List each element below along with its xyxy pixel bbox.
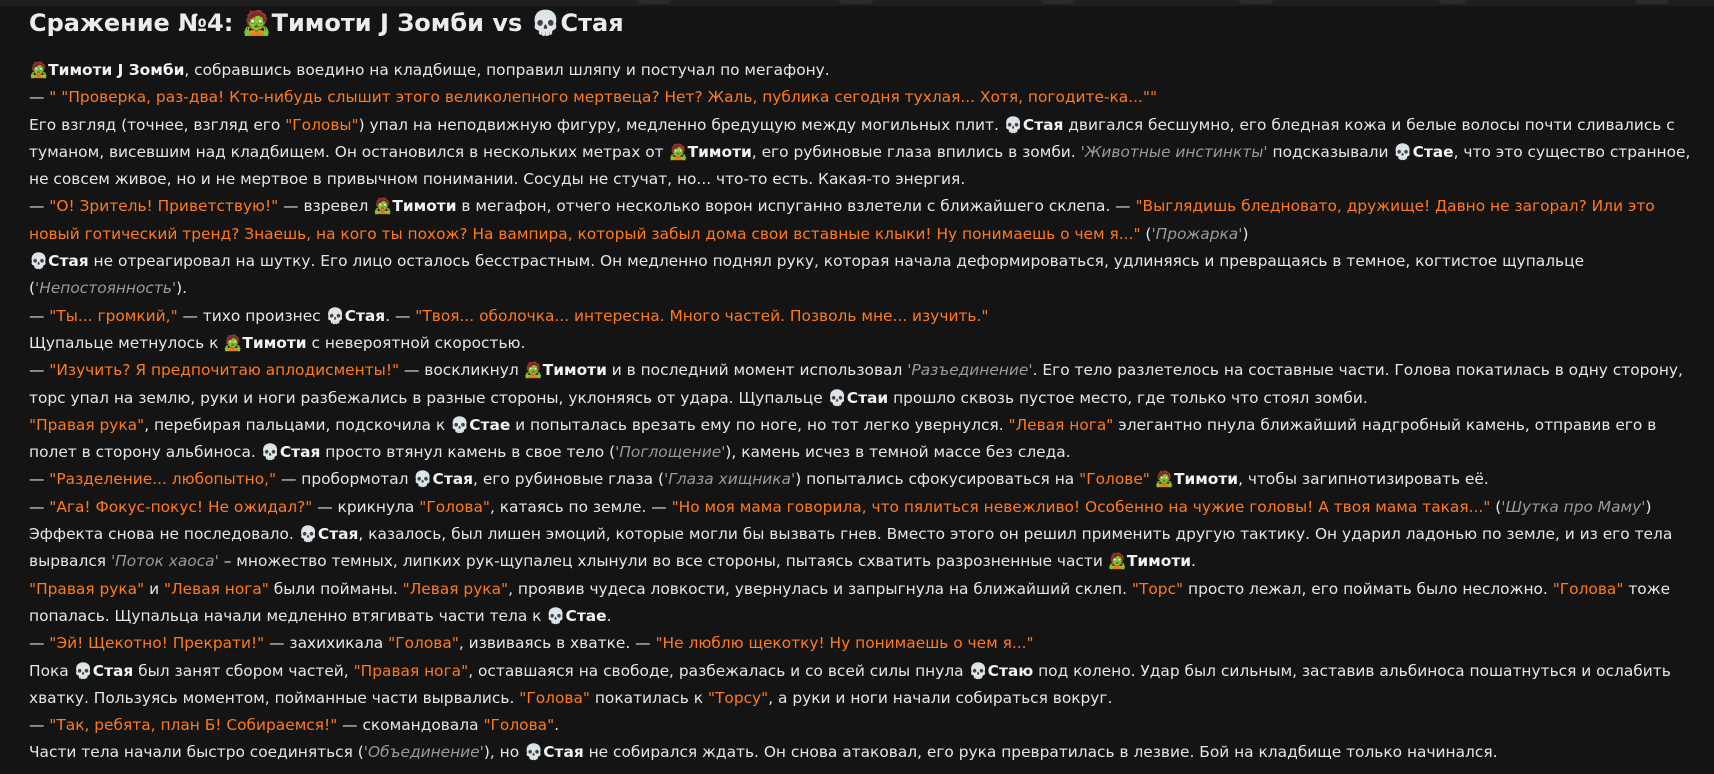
narration-text: и попыталась врезать ему по ноге, но тот легко увернулся. [510, 415, 1009, 434]
story-paragraph [29, 739, 1697, 766]
toolbar-ghost-icon[interactable] [838, 0, 874, 4]
story-paragraph [29, 521, 1697, 576]
story-paragraph [29, 248, 1697, 303]
story-paragraph [29, 466, 1697, 493]
narration-text: , оставшаяся на свободе, разбежалась и со всей силы пнула [468, 661, 969, 680]
character-name: 💀Стая [260, 443, 321, 462]
character-name: 💀Стая [325, 306, 386, 325]
speech-quote: "Ага! Фокус-покус! Не ожидал?" [49, 497, 313, 516]
speech-quote: "Левая рука" [402, 579, 509, 598]
narration-text: — [29, 197, 50, 216]
story-paragraph [29, 330, 1697, 357]
speech-quote: "Не люблю щекотку! Ну понимаешь о чем я..." [655, 634, 1034, 653]
character-name: 💀Стае [1393, 142, 1454, 161]
narration-text: и в последний момент использовал [606, 361, 908, 380]
speech-quote: "Эй! Щекотно! Прекрати!" [49, 634, 265, 653]
character-name: 💀Стая [29, 252, 89, 271]
speech-quote: "Правая рука" [29, 579, 145, 598]
narration-text: — взревел [278, 197, 374, 216]
character-name: 💀Стаю [968, 661, 1034, 680]
story-paragraph [29, 193, 1697, 248]
story-paragraph [29, 57, 1697, 84]
battle-title: Сражение №4: 🧟Тимоти J Зомби vs 💀Стая [29, 9, 624, 37]
speech-quote: "Правая рука" [29, 415, 145, 434]
ability-name: 'Прожарка' [1151, 224, 1243, 243]
battle-content [29, 6, 1697, 767]
narration-text: — воскликнул [399, 361, 524, 380]
character-name: 🧟Тимоти [523, 361, 607, 380]
narration-text: . — [385, 306, 416, 325]
narration-text: Его взгляд (точнее, взгляд его [29, 115, 286, 134]
narration-text: покатилась к [589, 688, 708, 707]
narration-text: Эффекта снова не последовало. [29, 525, 299, 544]
narration-text: были пойманы. [268, 579, 403, 598]
speech-quote: "Левая нога" [1008, 415, 1114, 434]
narration-text: Щупальце метнулось к [29, 333, 224, 352]
narration-text: , что это существо странное, не совсем живое, но и не мертвое в привычном понимании. Сосуды не стучат, но... что-то есть. Какая-то энергия. [29, 142, 1691, 189]
narration-text: . Его тело разлетелось на составные части. Голова покатилась в одну сторону, торс упал на землю, руки и ноги разбежались в разные стороны, уклоняясь от удара. Щупальце [29, 361, 1683, 407]
story-paragraph [29, 712, 1697, 739]
story-paragraph [29, 494, 1697, 521]
narration-text: ). [176, 279, 188, 298]
narration-text: в мегафон, отчего несколько ворон испуганно взлетели с ближайшего склепа. — [456, 197, 1136, 216]
story-paragraph [29, 303, 1697, 330]
narration-text: , перебирая пальцами, подскочила к [144, 415, 451, 434]
narration-text: , катаясь по земле. — [489, 497, 672, 516]
narration-text: ) [1242, 224, 1249, 243]
ability-name: 'Шутка про Маму' [1501, 497, 1646, 516]
narration-text: подсказывали [1267, 142, 1394, 161]
ability-name: 'Поток хаоса' [110, 552, 219, 571]
narration-text: под колено. Удар был сильным, заставив альбиноса пошатнуться и ослабить хватку. Пользуясь моментом, пойманные части вырвались. [29, 661, 1671, 707]
narration-text: . [1191, 552, 1196, 571]
battle-story [29, 57, 1697, 767]
speech-quote: "Так, ребята, план Б! Собираемся!" [49, 716, 338, 735]
narration-text: ), камень исчез в темной массе без следа. [725, 443, 1071, 462]
character-name: 💀Стая [1003, 115, 1064, 134]
character-name: 💀Стая [524, 743, 584, 762]
character-name: 🧟Тимоти [1154, 470, 1239, 489]
narration-text: ) упал на неподвижную фигуру, медленно бредущую между могильных плит. [358, 115, 1004, 134]
narration-text: ( [1490, 497, 1502, 516]
narration-text: ), но [483, 743, 525, 762]
character-name: 💀Стаи [827, 388, 889, 407]
speech-quote: "Левая нога" [164, 579, 269, 598]
speech-quote: "Изучить? Я предпочитаю аплодисменты!" [49, 361, 400, 380]
story-paragraph [29, 630, 1697, 657]
speech-quote: " "Проверка, раз-два! Кто-нибудь слышит этого великолепного мертвеца? Нет? Жаль, публика сегодня тухлая... Хотя, погодите-ка..."" [49, 88, 1158, 107]
narration-text: — [29, 634, 50, 653]
toolbar-ghost-icon[interactable] [1634, 0, 1670, 4]
narration-text: , его рубиновые глаза впились в зомби. [751, 142, 1081, 161]
speech-quote: "Голова" [1552, 579, 1624, 598]
narration-text: . [606, 606, 612, 625]
toolbar-ghost-icon[interactable] [1238, 0, 1274, 4]
character-name: 💀Стая [413, 470, 474, 489]
narration-text: — скомандовала [337, 716, 484, 735]
narration-text: с невероятной скоростью. [306, 333, 526, 352]
speech-quote: "Голова" [419, 497, 490, 516]
character-name: 💀Стае [546, 606, 607, 625]
narration-text: , казалось, был лишен эмоций, которые могли бы вызвать гнев. Вместо этого он решил применить другую тактику. Он ударил ладонью по земле, и из его тела вырвался [29, 525, 1673, 571]
narration-text: Части тела начали быстро соединяться ( [29, 743, 364, 762]
narration-text: элегантно пнула ближайший надгробный камень, отправив его в полет в сторону альбиноса. [29, 415, 1657, 462]
speech-quote: "О! Зритель! Приветствую!" [49, 197, 279, 216]
speech-quote: "Выглядишь бледновато, дружище! Давно не загорал? Или это новый готический тренд? Знаешь, на кого ты похож? На вампира, который забыл дома свои вставные клыки! Ну понимаешь о чем я..." [29, 197, 1655, 243]
story-paragraph [29, 412, 1697, 467]
narration-text: — [29, 361, 50, 380]
toolbar-ghost-icon[interactable] [1438, 0, 1468, 4]
narration-text: тоже попалась. Щупальца начали медленно втягивать части тела к [29, 579, 1671, 625]
narration-text: , его рубиновые глаза ( [473, 470, 664, 489]
story-paragraph [29, 84, 1697, 111]
narration-text: ) попытались сфокусироваться на [795, 470, 1080, 489]
speech-quote: "Голове" [1079, 470, 1150, 489]
ability-name: 'Поглощение' [615, 443, 726, 462]
character-name: 🧟Тимоти [1107, 552, 1192, 571]
character-name: 💀Стае [450, 415, 511, 434]
narration-text: просто втянул камень в свое тело ( [320, 443, 616, 462]
narration-text: — пробормотал [276, 470, 414, 489]
ability-name: 'Разъединение' [907, 361, 1033, 380]
story-paragraph [29, 658, 1697, 713]
narration-text: двигался бесшумно, его бледная кожа и белые волосы почти сливались с туманом, висевшим над кладбищем. Он остановился в нескольких метрах от [29, 115, 1675, 161]
character-name: 💀Стая [298, 525, 359, 544]
speech-quote: "Головы" [285, 115, 359, 134]
narration-text: — [29, 716, 50, 735]
narration-text: — тихо произнес [177, 306, 326, 325]
speech-quote: "Но моя мама говорила, что пялиться невежливо! Особенно на чужие головы! А твоя мама такая..." [671, 497, 1491, 516]
story-paragraph [29, 576, 1697, 631]
character-name: 💀Стая [73, 661, 134, 680]
speech-quote: "Голова" [519, 688, 590, 707]
speech-quote: "Ты... громкий," [49, 306, 178, 325]
ability-name: 'Объединение' [363, 743, 484, 762]
speech-quote: "Голова" [388, 634, 459, 653]
narration-text: , а руки и ноги начали собираться вокруг. [768, 688, 1113, 707]
story-paragraph [29, 357, 1697, 412]
narration-text: — [29, 470, 50, 489]
narration-text: ) [1645, 497, 1652, 516]
speech-quote: "Твоя... оболочка... интересна. Много частей. Позволь мне... изучить." [415, 306, 989, 325]
narration-text: и [144, 579, 164, 598]
ability-name: 'Глаза хищника' [664, 470, 796, 489]
character-name: 🧟Тимоти J Зомби [29, 61, 185, 79]
narration-text: — [29, 497, 50, 516]
story-paragraph [29, 112, 1697, 194]
narration-text: — [29, 88, 50, 107]
narration-text: , собравшись воедино на кладбище, поправил шляпу и постучал по мегафону. [184, 61, 830, 79]
narration-text: , чтобы загипнотизировать её. [1238, 470, 1489, 489]
narration-text: , проявив чудеса ловкости, увернулась и запрыгнула на ближайший склеп. [508, 579, 1132, 598]
speech-quote: "Торс" [1131, 579, 1184, 598]
toolbar-ghost-icon[interactable] [1040, 0, 1076, 4]
narration-text: – множество темных, липких рук-щупалец хлынули во все стороны, пытаясь схватить разрозненные части [218, 552, 1108, 571]
narration-text: был занят сбором частей, [133, 661, 354, 680]
narration-text: не собирался ждать. Он снова атаковал, его рука превратилась в лезвие. Бой на кладбище только начинался. [583, 743, 1498, 762]
speech-quote: "Разделение... любопытно," [49, 470, 277, 489]
narration-text: , извиваясь в хватке. — [458, 634, 656, 653]
speech-quote: "Правая нога" [353, 661, 469, 680]
narration-text: . [554, 716, 560, 735]
character-name: 🧟Тимоти [668, 142, 752, 161]
toolbar-ghost-icon[interactable] [636, 0, 672, 4]
narration-text: просто лежал, его поймать было несложно. [1183, 579, 1553, 598]
speech-quote: "Голова" [483, 716, 555, 735]
character-name: 🧟Тимоти [223, 333, 307, 352]
narration-text: прошло сквозь пустое место, где только что стоял зомби. [888, 388, 1368, 407]
ability-name: 'Животные инстинкты' [1080, 142, 1268, 161]
narration-text: — захихикала [264, 634, 389, 653]
speech-quote: "Торсу" [707, 688, 769, 707]
ability-name: 'Непостоянность' [35, 279, 177, 298]
narration-text: — крикнула [312, 497, 420, 516]
narration-text: Пока [29, 661, 74, 680]
narration-text: — [29, 306, 50, 325]
narration-text: ( [1140, 224, 1152, 243]
character-name: 🧟Тимоти [373, 197, 457, 216]
narration-text: не отреагировал на шутку. Его лицо осталось бесстрастным. Он медленно поднял руку, которая начала деформироваться, удлиняясь и превращаясь в темное, когтистое щупальце ( [29, 252, 1585, 298]
